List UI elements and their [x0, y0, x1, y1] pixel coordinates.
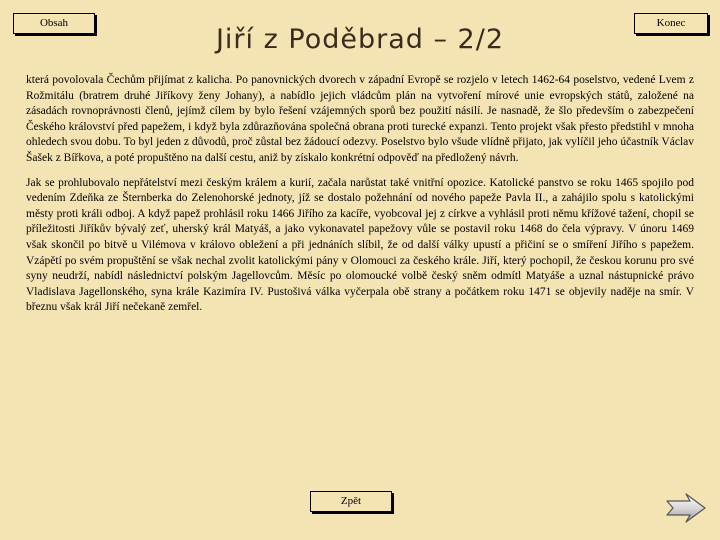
end-button[interactable]: Konec	[634, 13, 708, 34]
next-button[interactable]	[664, 492, 708, 524]
paragraph: Jak se prohlubovalo nepřátelství mezi českým králem a kurií, začala narůstat také vnitřní opozice. Katolické panstvo se roku 1465 spojilo pod vedením Zdeňka ze Šternberka do Zelenohorské jednoty, jíž se dostalo požehnání od nového papeže Pavla II., a zahájilo spolu s katolickými městy proti králi odboj. A když papež prohlásil roku 1466 Jiřího za kacíře, vyobcoval jej z církve a vyhlásil proti němu křížové tažení, chopil se příležitosti Jiříkův bývalý zeť, uherský král Matyáš, a jako vykonavatel papežovy vůle se postavil roku 1468 do čela výpravy. V únoru 1469 však skončil po bitvě u Vilémova v královo obležení a při jednáních slíbil, že od další války upustí a přičiní se o smíření Jiřího s papežem. Vzápětí po svém propuštění se však nechal zvolit katolickými pány v Olomouci za českého krále. Jiří, který pochopil, že českou korunu pro své syny neudrží, nabídl následnictví polským Jagellovcům. Měsíc po olomoucké volbě český sněm odmítl Matyáše a uznal nástupnické právo Vladislava Jagellonského, syna krále Kazimíra IV. Pustošivá válka vyčerpala obě strany a počátkem roku 1471 se objevily naděje na smír. V březnu však král Jiří nečekaně zemřel.	[26, 176, 694, 314]
back-button[interactable]: Zpět	[310, 491, 392, 512]
paragraph: která povolovala Čechům přijímat z kalicha. Po panovnických dvorech v západní Evropě se rozjelo v letech 1462-64 poselstvo, vedené Lvem z Rožmitálu (bratrem druhé Jiříkovy ženy Johany), a nabídlo jejich vládcům plán na vytvoření mírové unie evropských států, založené na zásadách rovnoprávnosti členů, jejímž cílem by bylo řešení vzájemných sporů bez použití násilí. Je nasnadě, že šlo především o zabezpečení Českého království před papežem, i když byla zdůrazňována společná obrana proti turecké expanzi. Tento projekt však přesto předstihl v mnoha ohledech svou dobu. To byl jeden z důvodů, proč zůstal bez žádoucí odezvy. Poselstvo bylo všude vlídně přijato, jak vylíčil jeho účastník Václav Šašek z Bířkova, a poté propuštěno na další cestu, aniž by získalo konkrétní odpověď na předložený návrh.	[26, 74, 694, 164]
contents-button[interactable]: Obsah	[13, 13, 95, 34]
right-arrow-icon	[664, 492, 708, 524]
page-title: Jiří z Poděbrad – 2/2	[215, 24, 505, 55]
article-body	[26, 73, 694, 325]
